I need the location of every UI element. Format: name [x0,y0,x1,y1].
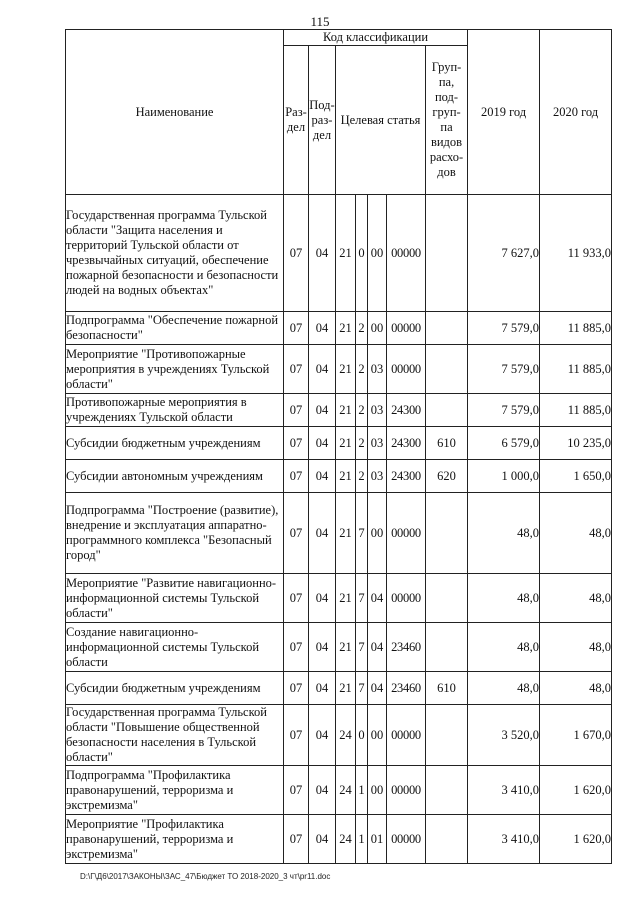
row-subsection: 04 [309,623,336,672]
row-target-subprogram: 1 [356,815,368,864]
row-amount-2019: 7 579,0 [468,312,540,345]
row-target-direction: 00000 [387,766,426,815]
row-subsection: 04 [309,493,336,574]
row-target-event: 00 [368,195,387,312]
row-target-program: 21 [336,312,356,345]
row-amount-2019: 48,0 [468,493,540,574]
row-name: Субсидии бюджетным учреждениям [66,427,284,460]
row-subsection: 04 [309,427,336,460]
row-name: Мероприятие "Развитие навигационно-информационной системы Тульской области" [66,574,284,623]
row-target-event: 03 [368,427,387,460]
row-target-subprogram: 7 [356,623,368,672]
row-section: 07 [284,766,309,815]
row-target-event: 00 [368,493,387,574]
row-name: Создание навигационно-информационной системы Тульской области [66,623,284,672]
row-expense-group [426,345,468,394]
row-target-subprogram: 2 [356,394,368,427]
row-section: 07 [284,815,309,864]
row-target-program: 21 [336,493,356,574]
budget-rows [66,195,612,864]
row-amount-2020: 1 620,0 [540,815,612,864]
row-amount-2019: 3 410,0 [468,766,540,815]
row-subsection: 04 [309,766,336,815]
row-name: Подпрограмма "Профилактика правонарушений, терроризма и экстремизма" [66,766,284,815]
row-target-subprogram: 2 [356,427,368,460]
row-amount-2020: 1 650,0 [540,460,612,493]
table-row [66,705,612,766]
row-target-direction: 24300 [387,460,426,493]
header-section: Раз- дел [284,46,309,195]
row-expense-group: 620 [426,460,468,493]
header-year-2020: 2020 год [540,30,612,195]
row-amount-2019: 1 000,0 [468,460,540,493]
row-name: Мероприятие "Профилактика правонарушений, терроризма и экстремизма" [66,815,284,864]
row-section: 07 [284,195,309,312]
row-target-program: 21 [336,394,356,427]
row-target-program: 21 [336,195,356,312]
row-amount-2020: 48,0 [540,623,612,672]
row-target-subprogram: 0 [356,705,368,766]
row-target-subprogram: 2 [356,460,368,493]
row-expense-group [426,766,468,815]
row-amount-2020: 48,0 [540,493,612,574]
row-target-subprogram: 7 [356,672,368,705]
row-target-direction: 24300 [387,394,426,427]
table-row [66,312,612,345]
row-subsection: 04 [309,460,336,493]
row-expense-group: 610 [426,672,468,705]
row-target-direction: 00000 [387,345,426,394]
row-expense-group [426,705,468,766]
row-target-subprogram: 7 [356,493,368,574]
row-expense-group [426,312,468,345]
row-amount-2019: 7 579,0 [468,345,540,394]
row-section: 07 [284,672,309,705]
row-name: Подпрограмма "Построение (развитие), внедрение и эксплуатация аппаратно-программного комплекса "Безопасный город" [66,493,284,574]
row-expense-group [426,394,468,427]
row-amount-2019: 7 627,0 [468,195,540,312]
row-amount-2019: 3 520,0 [468,705,540,766]
table-row [66,493,612,574]
row-amount-2019: 48,0 [468,574,540,623]
table-row [66,672,612,705]
row-target-event: 04 [368,574,387,623]
header-classification-code: Код классификации [284,30,468,46]
row-target-event: 00 [368,312,387,345]
row-target-direction: 00000 [387,815,426,864]
row-section: 07 [284,394,309,427]
row-subsection: 04 [309,394,336,427]
row-target-program: 21 [336,345,356,394]
row-target-subprogram: 7 [356,574,368,623]
table-row [66,574,612,623]
footer-file-path: D:\Г\Д6\2017\ЗАКОНЫ\ЗАС_47\Бюджет ТО 2018-2020_3 чт\pr11.doc [80,872,331,881]
row-amount-2019: 48,0 [468,672,540,705]
row-subsection: 04 [309,705,336,766]
table-row [66,460,612,493]
row-target-subprogram: 1 [356,766,368,815]
header-subsection: Под- раз- дел [309,46,336,195]
row-expense-group [426,623,468,672]
row-target-direction: 00000 [387,574,426,623]
row-subsection: 04 [309,815,336,864]
header-target-article: Целевая статья [336,46,426,195]
table-row [66,195,612,312]
row-amount-2020: 11 933,0 [540,195,612,312]
row-expense-group: 610 [426,427,468,460]
row-amount-2019: 6 579,0 [468,427,540,460]
row-target-event: 03 [368,394,387,427]
row-target-direction: 00000 [387,195,426,312]
row-amount-2019: 48,0 [468,623,540,672]
row-target-event: 00 [368,766,387,815]
row-target-event: 03 [368,345,387,394]
row-name: Противопожарные мероприятия в учреждениях Тульской области [66,394,284,427]
row-subsection: 04 [309,312,336,345]
row-subsection: 04 [309,345,336,394]
row-target-program: 24 [336,766,356,815]
row-amount-2020: 11 885,0 [540,312,612,345]
row-target-direction: 24300 [387,427,426,460]
row-target-event: 04 [368,672,387,705]
row-target-direction: 00000 [387,312,426,345]
row-target-event: 01 [368,815,387,864]
row-expense-group [426,195,468,312]
budget-table [65,29,612,864]
row-name: Государственная программа Тульской области "Повышение общественной безопасности населения в Тульской области" [66,705,284,766]
row-expense-group [426,815,468,864]
row-section: 07 [284,623,309,672]
row-target-subprogram: 2 [356,345,368,394]
row-target-program: 24 [336,705,356,766]
row-subsection: 04 [309,574,336,623]
row-section: 07 [284,705,309,766]
row-name: Мероприятие "Противопожарные мероприятия в учреждениях Тульской области" [66,345,284,394]
table-row [66,427,612,460]
row-section: 07 [284,460,309,493]
row-amount-2020: 1 670,0 [540,705,612,766]
row-target-program: 21 [336,427,356,460]
row-target-program: 24 [336,815,356,864]
page-number: 115 [310,14,330,29]
row-section: 07 [284,312,309,345]
row-section: 07 [284,493,309,574]
row-section: 07 [284,345,309,394]
row-target-program: 21 [336,672,356,705]
header-year-2019: 2019 год [468,30,540,195]
row-subsection: 04 [309,672,336,705]
row-name: Подпрограмма "Обеспечение пожарной безопасности" [66,312,284,345]
row-section: 07 [284,574,309,623]
row-name: Государственная программа Тульской области "Защита населения и территорий Тульской области от чрезвычайных ситуаций, обеспечение пожарной безопасности и безопасности людей на водных объектах" [66,195,284,312]
row-target-event: 04 [368,623,387,672]
table-row [66,766,612,815]
row-name: Субсидии автономным учреждениям [66,460,284,493]
row-subsection: 04 [309,195,336,312]
table-row [66,345,612,394]
row-target-event: 03 [368,460,387,493]
row-target-program: 21 [336,623,356,672]
row-target-direction: 23460 [387,623,426,672]
row-target-direction: 00000 [387,705,426,766]
row-amount-2020: 1 620,0 [540,766,612,815]
row-amount-2020: 11 885,0 [540,394,612,427]
table-row [66,394,612,427]
row-name: Субсидии бюджетным учреждениям [66,672,284,705]
row-amount-2019: 3 410,0 [468,815,540,864]
row-target-direction: 23460 [387,672,426,705]
row-expense-group [426,493,468,574]
row-amount-2020: 48,0 [540,672,612,705]
row-target-event: 00 [368,705,387,766]
header-expense-group: Груп- па, под- груп- па видов расхо- дов [426,46,468,195]
table-row [66,623,612,672]
row-amount-2020: 10 235,0 [540,427,612,460]
row-target-subprogram: 2 [356,312,368,345]
row-amount-2020: 11 885,0 [540,345,612,394]
row-expense-group [426,574,468,623]
row-section: 07 [284,427,309,460]
row-target-program: 21 [336,574,356,623]
row-target-subprogram: 0 [356,195,368,312]
row-target-program: 21 [336,460,356,493]
row-target-direction: 00000 [387,493,426,574]
table-row [66,815,612,864]
header-name: Наименование [66,30,284,195]
row-amount-2020: 48,0 [540,574,612,623]
row-amount-2019: 7 579,0 [468,394,540,427]
